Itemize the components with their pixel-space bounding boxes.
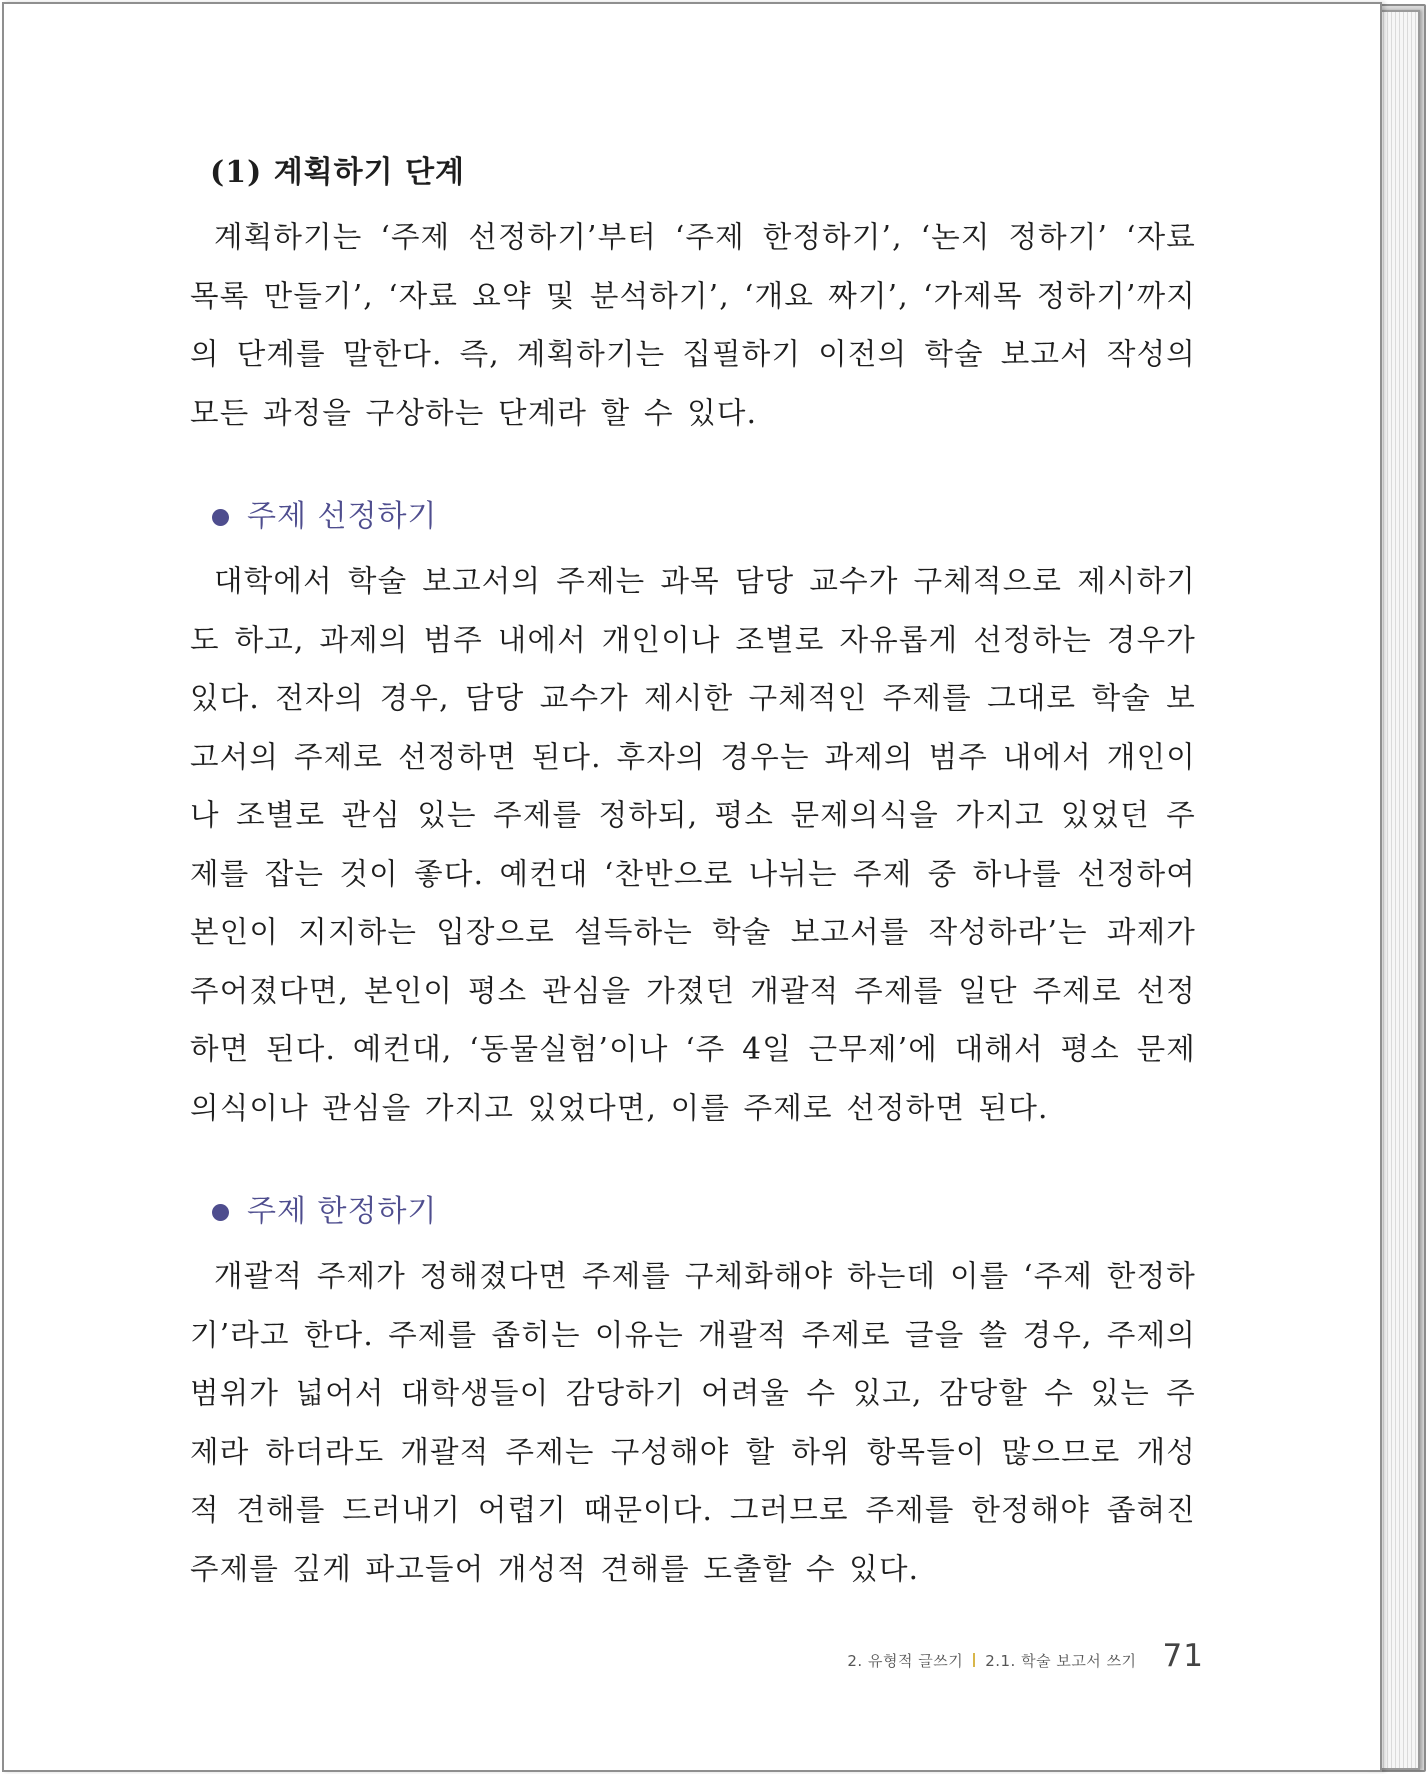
subsection-heading-topic-selection bbox=[212, 494, 1196, 540]
footer-section: 2.1. 학술 보고서 쓰기 bbox=[985, 1652, 1137, 1670]
subsection-heading-topic-narrowing bbox=[212, 1189, 1196, 1235]
subsection-paragraph: 개괄적 주제가 정해졌다면 주제를 구체화해야 하는데 이를 ‘주제 한정하기’라고 한다. 주제를 좁히는 이유는 개괄적 주제로 글을 쓸 경우, 주제의 범위가 넓어서 대학생들이 감당하기 어려울 수 있고, 감당할 수 있는 주제라 하더라도 개괄적 주제는 구성해야 할 하위 항목들이 많으므로 개성적 견해를 드러내기 어렵기 때문이다. 그러므로 주제를 한정해야 좁혀진 주제를 깊게 파고들어 개성적 견해를 도출할 수 있다. bbox=[190, 1259, 1196, 1586]
bullet-dot-icon bbox=[212, 509, 229, 526]
page-footer bbox=[784, 1638, 1204, 1674]
page-number: 71 bbox=[1162, 1638, 1204, 1674]
subsection-paragraph: 대학에서 학술 보고서의 주제는 과목 담당 교수가 구체적으로 제시하기도 하고, 과제의 범주 내에서 개인이나 조별로 자유롭게 선정하는 경우가 있다. 전자의 경우, 담당 교수가 제시한 구체적인 주제를 그대로 학술 보고서의 주제로 선정하면 된다. 후자의 경우는 과제의 범주 내에서 개인이나 조별로 관심 있는 주제를 정하되, 평소 문제의식을 가지고 있었던 주제를 잡는 것이 좋다. 예컨대 ‘찬반으로 나뉘는 주제 중 하나를 선정하여 본인이 지지하는 입장으로 설득하는 학술 보고서를 작성하라’는 과제가 주어졌다면, 본인이 평소 관심을 가졌던 개괄적 주제를 일단 주제로 선정하면 된다. 예컨대, ‘동물실험’이나 ‘주 4일 근무제’에 대해서 평소 문제의식이나 관심을 가지고 있었다면, 이를 주제로 선정하면 된다. bbox=[190, 564, 1196, 1125]
book-page bbox=[2, 2, 1424, 1772]
page-content bbox=[190, 152, 1196, 1598]
footer-separator bbox=[973, 1653, 975, 1667]
bullet-dot-icon bbox=[212, 1204, 229, 1221]
section-heading: (1) 계획하기 단계 bbox=[210, 155, 466, 190]
subsection-title: 주제 한정하기 bbox=[247, 1194, 438, 1229]
page-sheet bbox=[2, 2, 1382, 1772]
subsection-title: 주제 선정하기 bbox=[247, 499, 438, 534]
intro-paragraph: 계획하기는 ‘주제 선정하기’부터 ‘주제 한정하기’, ‘논지 정하기’ ‘자료 목록 만들기’, ‘자료 요약 및 분석하기’, ‘개요 짜기’, ‘가제목 정하기’까지의 단계를 말한다. 즉, 계획하기는 집필하기 이전의 학술 보고서 작성의 모든 과정을 구상하는 단계라 할 수 있다. bbox=[190, 220, 1196, 430]
footer-chapter: 2. 유형적 글쓰기 bbox=[847, 1652, 964, 1670]
